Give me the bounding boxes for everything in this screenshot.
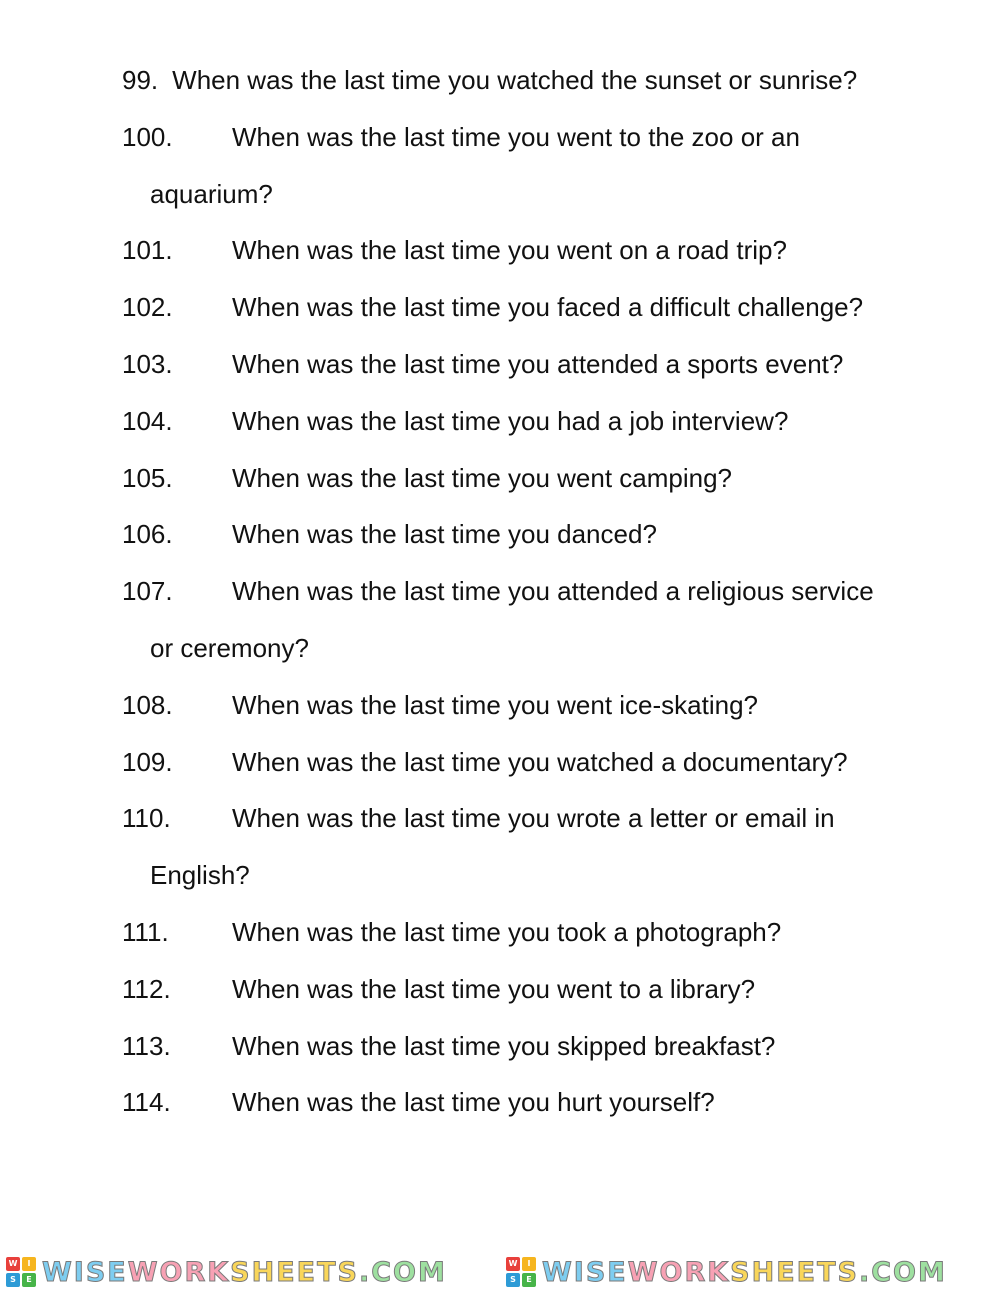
question-number: 111. xyxy=(122,916,169,947)
question-item xyxy=(122,961,962,1018)
brand-logo xyxy=(0,1254,500,1290)
question-item xyxy=(122,1074,962,1131)
question-item xyxy=(122,790,962,904)
question-item xyxy=(122,222,962,279)
logo-tile: I xyxy=(22,1257,36,1271)
question-text: When was the last time you went to a library? xyxy=(232,973,756,1004)
question-number: 106. xyxy=(122,519,173,550)
question-number: 112. xyxy=(122,973,171,1004)
question-number: 99. xyxy=(122,65,159,95)
question-text: When was the last time you watched the sunset or sunrise? xyxy=(172,65,858,95)
question-list xyxy=(122,52,962,1131)
question-text: When was the last time you danced? xyxy=(232,519,657,550)
question-item xyxy=(122,506,962,563)
question-number: 105. xyxy=(122,462,173,493)
brand-logo xyxy=(500,1254,1000,1290)
question-item xyxy=(122,279,962,336)
question-text-continuation: English? xyxy=(150,860,250,891)
question-text-continuation: aquarium? xyxy=(150,178,273,209)
question-number: 110. xyxy=(122,803,171,834)
question-item xyxy=(122,336,962,393)
brand-wordmark: WISEWORKSHEETS.COM xyxy=(542,1256,947,1288)
footer-watermark xyxy=(0,1254,1000,1290)
question-item xyxy=(122,904,962,961)
question-item xyxy=(122,393,962,450)
question-text: When was the last time you attended a religious service xyxy=(232,576,874,607)
question-item xyxy=(122,450,962,507)
logo-tile: S xyxy=(6,1273,20,1287)
question-text: When was the last time you skipped breakfast? xyxy=(232,1030,776,1061)
question-item xyxy=(122,734,962,791)
logo-tile: W xyxy=(506,1257,520,1271)
question-number: 109. xyxy=(122,746,173,777)
question-text-continuation: or ceremony? xyxy=(150,632,309,663)
logo-mark-icon xyxy=(6,1257,36,1287)
question-text: When was the last time you wrote a letter or email in xyxy=(232,803,835,834)
logo-tile: W xyxy=(6,1257,20,1271)
logo-mark-icon xyxy=(506,1257,536,1287)
question-number: 108. xyxy=(122,689,173,720)
question-text: When was the last time you went to the zoo or an xyxy=(232,121,800,152)
question-text: When was the last time you attended a sports event? xyxy=(232,348,844,379)
question-text: When was the last time you took a photograph? xyxy=(232,916,782,947)
question-item xyxy=(122,563,962,677)
logo-tile: I xyxy=(522,1257,536,1271)
question-number: 100. xyxy=(122,121,173,152)
question-item xyxy=(122,52,962,109)
question-number: 102. xyxy=(122,292,173,323)
question-number: 113. xyxy=(122,1030,171,1061)
question-number: 107. xyxy=(122,576,173,607)
question-number: 101. xyxy=(122,235,173,266)
question-number: 104. xyxy=(122,405,173,436)
brand-wordmark: WISEWORKSHEETS.COM xyxy=(42,1256,447,1288)
question-text: When was the last time you went on a road trip? xyxy=(232,235,787,266)
logo-tile: E xyxy=(522,1273,536,1287)
logo-tile: E xyxy=(22,1273,36,1287)
question-number: 114. xyxy=(122,1087,171,1118)
question-item xyxy=(122,677,962,734)
question-text: When was the last time you went ice-skating? xyxy=(232,689,759,720)
logo-tile: S xyxy=(506,1273,520,1287)
question-text: When was the last time you faced a difficult challenge? xyxy=(232,292,864,323)
question-text: When was the last time you watched a documentary? xyxy=(232,746,848,777)
question-number: 103. xyxy=(122,348,173,379)
question-item xyxy=(122,109,962,223)
question-text: When was the last time you had a job interview? xyxy=(232,405,789,436)
question-text: When was the last time you went camping? xyxy=(232,462,733,493)
question-text: When was the last time you hurt yourself? xyxy=(232,1087,715,1118)
question-item xyxy=(122,1018,962,1075)
